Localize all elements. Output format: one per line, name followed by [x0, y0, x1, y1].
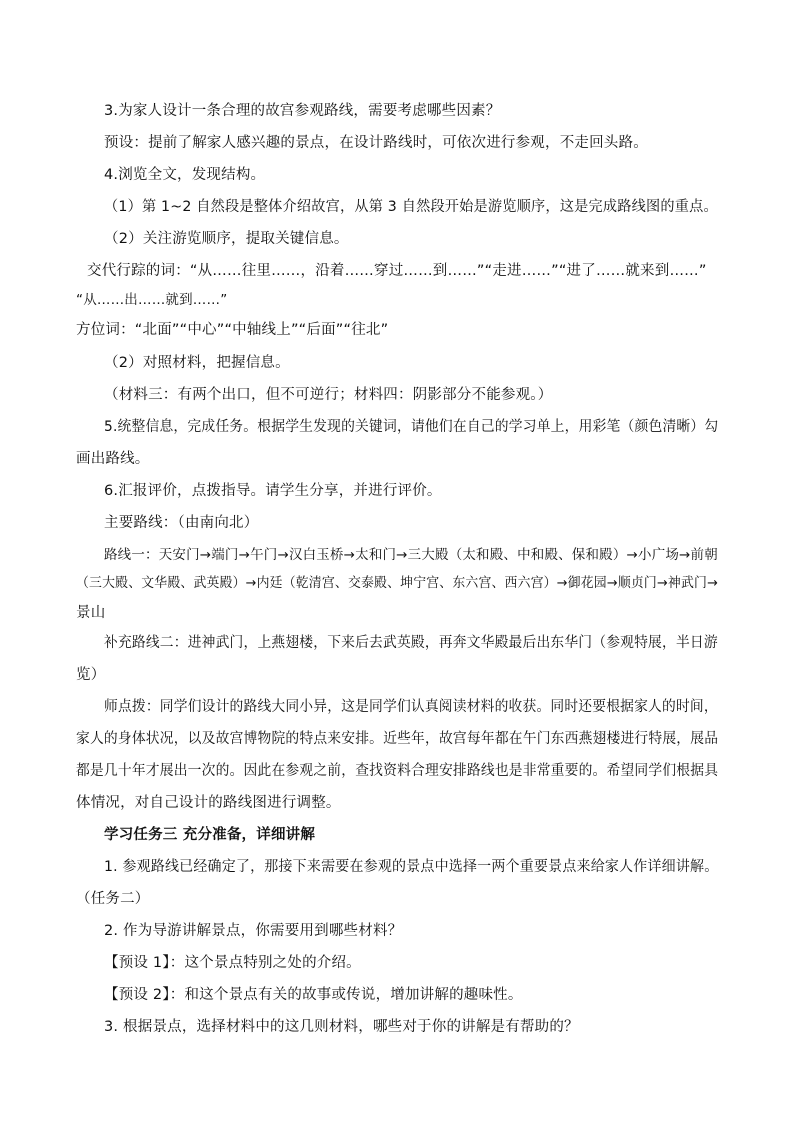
preset-1-text: 【预设 1】：这个景点特别之处的介绍。 [104, 955, 361, 971]
step-4-heading: 4.浏览全文，发现结构。 [104, 167, 266, 183]
teacher-comment-line-1: 师点拨：同学们设计的路线大同小异，这是同学们认真阅读材料的收获。同时还要根据家人的时间， [104, 699, 718, 715]
route-two-continued: 览） [76, 667, 106, 683]
direction-words-line: 方位词：“北面”“中心”“中轴线上”“后面”“往北” [76, 322, 389, 338]
step-5-text-continued: 画出路线。 [76, 451, 150, 467]
step-5-text: 5.统整信息，完成任务。根据学生发现的关键词，请他们在自己的学习单上，用彩笔（颜色清晰）勾 [104, 419, 719, 435]
question-3-text: 3.为家人设计一条合理的故宫参观路线，需要考虑哪些因素？ [104, 103, 501, 119]
task-three-item-2: 2. 作为导游讲解景点，你需要用到哪些材料？ [104, 923, 403, 939]
teacher-comment-line-4: 体情况，对自己设计的路线图进行调整。 [76, 795, 341, 811]
movement-words-continued: “从……出……就到……” [76, 292, 228, 308]
teacher-comment-line-2: 家人的身体状况，以及故宫博物院的特点来安排。近些年，故宫每年都在午门东西燕翅楼进行特展，展品 [76, 731, 719, 747]
route-one-end: 景山 [76, 605, 106, 621]
task-three-heading: 学习任务三 充分准备，详细讲解 [104, 827, 316, 843]
main-route-heading: 主要路线：（由南向北） [104, 515, 259, 531]
route-one-line: 路线一：天安门→端门→午门→汉白玉桥→太和门→三大殿（太和殿、中和殿、保和殿）→小广场→前朝 [104, 547, 718, 563]
route-one-continued: （三大殿、文华殿、武英殿）→内廷（乾清宫、交泰殿、坤宁宫、东六宫、西六宫）→御花园→顺贞门→神武门→ [76, 575, 719, 591]
movement-words-line: 交代行踪的词：“从……往里……，沿着……穿过……到……”“走进……”“进了……就来到……” [87, 263, 707, 279]
preset-answer-text: 预设：提前了解家人感兴趣的景点，在设计路线时，可依次进行参观，不走回头路。 [104, 135, 648, 151]
preset-2-text: 【预设 2】：和这个景点有关的故事或传说，增加讲解的趣味性。 [104, 987, 523, 1003]
structure-point-1: （1）第 1~2 自然段是整体介绍故宫，从第 3 自然段开始是游览顺序，这是完成路线图的重点。 [104, 199, 718, 215]
task-three-item-1-continued: （任务二） [76, 891, 150, 907]
teacher-comment-line-3: 都是几十年才展出一次的。因此在参观之前，查找资料合理安排路线也是非常重要的。希望同学们根据具 [76, 763, 719, 779]
structure-point-2: （2）关注游览顺序，提取关键信息。 [104, 231, 349, 247]
task-three-item-3: 3. 根据景点，选择材料中的这几则材料，哪些对于你的讲解是有帮助的？ [104, 1019, 579, 1035]
step-6-text: 6.汇报评价，点拨指导。请学生分享，并进行评价。 [104, 483, 442, 499]
route-two-line: 补充路线二：进神武门，上燕翅楼，下来后去武英殿，再奔文华殿最后出东华门（参观特展，半日游 [104, 635, 718, 651]
task-three-item-1: 1. 参观路线已经确定了，那接下来需要在参观的景点中选择一两个重要景点来给家人作详细讲解。 [104, 859, 719, 875]
compare-material-point: （2）对照材料，把握信息。 [104, 355, 290, 371]
material-note: （材料三：有两个出口，但不可逆行；材料四：阴影部分不能参观。） [104, 387, 553, 403]
